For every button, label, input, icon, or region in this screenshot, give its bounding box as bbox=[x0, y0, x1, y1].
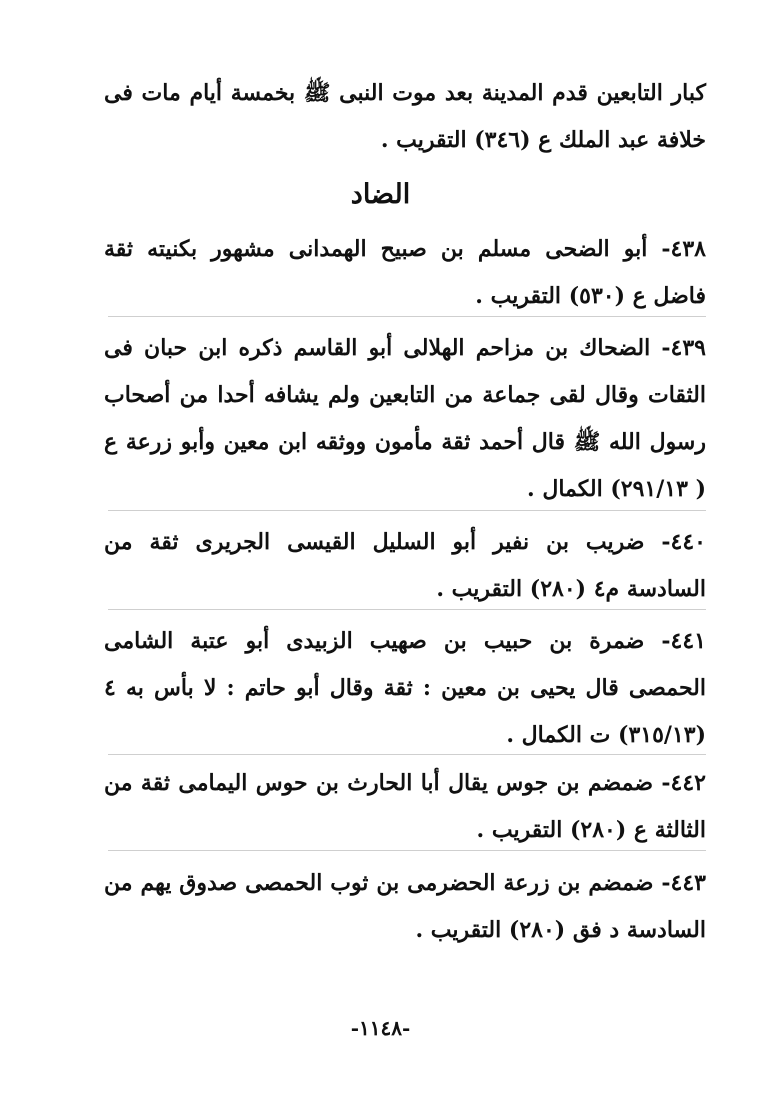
entry-divider bbox=[108, 316, 706, 317]
entry-439: ٤٣٩- الضحاك بن مزاحم الهلالى أبو القاسم ذكره ابن حبان فى الثقات وقال لقى جماعة من التابعين ولم يشافه أحدا من أصحاب رسول الله ﷺ قال أحمد ثقة مأمون ووثقه ابن معين وأبو زرعة ع ( ٢٩١/١٣) الكمال . bbox=[104, 335, 706, 502]
intro-paragraph: كبار التابعين قدم المدينة بعد موت النبى ﷺ بخمسة أيام مات فى خلافة عبد الملك ع (٣٤٦) التقريب . bbox=[104, 80, 706, 153]
entry-divider bbox=[108, 850, 706, 851]
entry-divider bbox=[108, 754, 706, 755]
entry-divider bbox=[108, 609, 706, 610]
entry-440: ٤٤٠- ضريب بن نفير أبو السليل القيسى الجريرى ثقة من السادسة م٤ (٢٨٠) التقريب . bbox=[104, 529, 706, 602]
entry-divider bbox=[108, 510, 706, 511]
entry-443: ٤٤٣- ضمضم بن زرعة الحضرمى بن ثوب الحمصى صدوق يهم من السادسة د فق (٢٨٠) التقريب . bbox=[104, 870, 706, 943]
section-heading: الضاد bbox=[350, 179, 411, 210]
entry-441: ٤٤١- ضمرة بن حبيب بن صهيب الزبيدى أبو عتبة الشامى الحمصى قال يحيى بن معين : ثقة وقال أبو حاتم : لا بأس به ٤ (٣١٥/١٣) ت الكمال . bbox=[104, 628, 706, 748]
entry-442: ٤٤٢- ضمضم بن جوس يقال أبا الحارث بن حوس اليمامى ثقة من الثالثة ع (٢٨٠) التقريب . bbox=[104, 770, 706, 843]
page-number: -١١٤٨- bbox=[350, 1016, 411, 1040]
entry-438: ٤٣٨- أبو الضحى مسلم بن صبيح الهمدانى مشهور بكنيته ثقة فاضل ع (٥٣٠) التقريب . bbox=[104, 236, 706, 309]
